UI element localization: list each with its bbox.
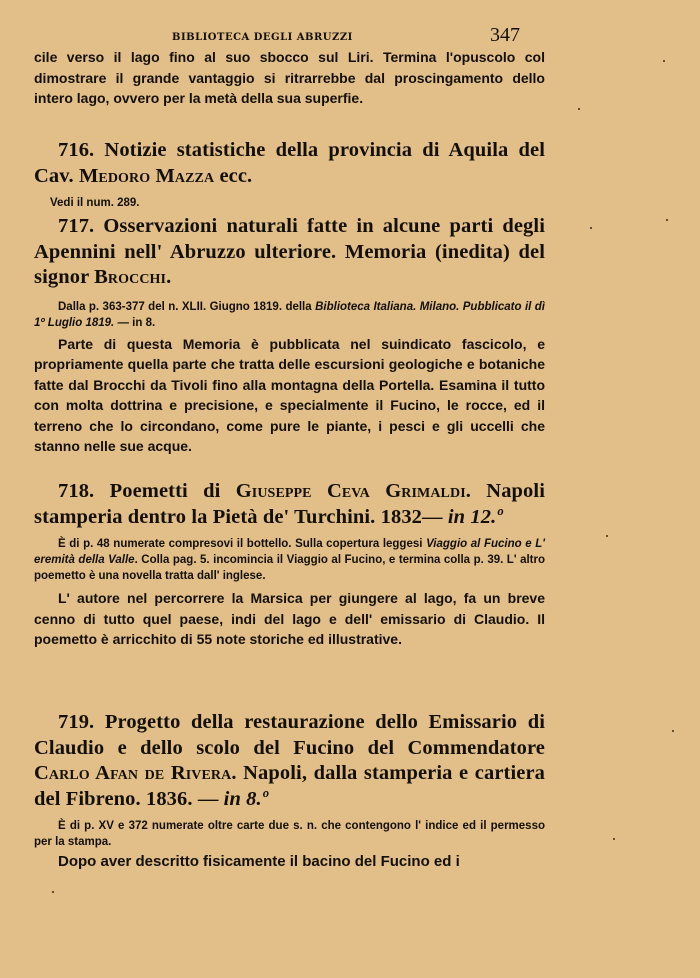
entry-paragraph: Parte di questa Memoria è pubblicata nel suindicato fascicolo, e propriamente quella parte che tratta delle escursioni geologiche e botaniche fatte dal Brocchi da Tivoli fino alla montagna della Portella. Esamina il tutto con molta dottrina e precisione, e specialmente il Fucino, le rocce, ed il terreno che lo circondano, come pure le piante, i pesci e gli uccelli che stanno nelle sue acque.	[34, 335, 545, 454]
continuation-paragraph: cile verso il lago fino al suo sbocco sul Liri. Termina l'opuscolo col dimostrare il grande vantaggio si ritrarrebbe dal proscingamento dello intero lago, ovvero per la metà della sua superfie.	[34, 49, 545, 106]
entry-title	[34, 479, 545, 530]
note-text-tail: — in 8.	[117, 316, 156, 329]
scan-speck	[672, 730, 674, 732]
continuation-block	[34, 47, 545, 109]
entry-format: in 8.º	[223, 787, 268, 810]
note-italic: Biblioteca Italiana. Milano. Pubblicato il dì 1º Luglio 1819.	[34, 300, 545, 329]
entry-title-tail: . Napoli, dalla stamperia e cartiera del Fibreno. 1836. —	[34, 762, 545, 810]
entry-title	[34, 214, 545, 291]
entry-author: Brocchi	[94, 266, 167, 288]
entry-title-tail: .	[166, 266, 172, 288]
entry-author: Giuseppe Ceva Grimaldi	[235, 480, 466, 502]
entry-note	[34, 299, 545, 331]
entry-title-tail: . Napoli stamperia dentro la Pietà de' Turchini. 1832—	[34, 480, 545, 528]
entry-note: È di p. XV e 372 numerate oltre carte due s. n. che contengono l' indice ed il permesso per la stampa.	[34, 820, 545, 848]
entry-note	[34, 536, 545, 584]
scan-speck	[666, 219, 668, 221]
entry-719	[34, 710, 545, 873]
scan-speck	[52, 891, 54, 893]
note-italic: Viaggio al Fucino e L' eremità della Valle	[34, 538, 545, 566]
entry-716	[34, 138, 545, 211]
entry-title-text: Notizie statistiche della provincia di Aquila del Cav.	[34, 139, 545, 187]
entry-author: Medoro Mazza	[78, 164, 215, 187]
entry-number: 718.	[58, 480, 95, 502]
entry-title	[34, 710, 545, 812]
entry-title-text: Progetto della restaurazione dello Emissario di Claudio e dello scolo del Fucino del Commendatore	[34, 711, 545, 759]
running-title: BIBLIOTECA DEGLI ABRUZZI	[172, 32, 353, 43]
scan-speck	[606, 535, 608, 537]
entry-title-tail: ecc.	[219, 164, 253, 187]
entry-paragraph: L' autore nel percorrere la Marsica per giungere al lago, fa un breve cenno di tutto quel paese, indi del lago e dell' emissario di Claudio. Il poemetto è arricchito di 55 note storiche ed illustrative.	[34, 590, 545, 647]
entry-note: Vedi il num. 289.	[50, 197, 140, 209]
entry-title-text: Osservazioni naturali fatte in alcune parti degli Apennini nell' Abruzzo ulteriore. Memoria (inedita) del signor	[34, 215, 545, 288]
scan-speck	[613, 838, 615, 840]
entry-number: 719.	[58, 711, 95, 733]
entry-number: 717.	[58, 215, 95, 237]
note-text: È di p. 48 numerate compresovi il bottello. Sulla copertura leggesi	[58, 538, 423, 550]
note-text-tail: . Colla pag. 5. incomincia il Viaggio al Fucino, e termina colla p. 39. L' altro poemetto è una novella tratta dall' inglese.	[34, 554, 545, 582]
entry-title	[34, 138, 545, 189]
scan-speck	[578, 108, 580, 110]
entry-number: 716.	[58, 139, 95, 161]
scan-speck	[590, 227, 592, 229]
entry-paragraph: Dopo aver descritto fisicamente il bacino del Fucino ed i	[58, 853, 460, 870]
entry-717	[34, 214, 545, 457]
entry-format: in 12.º	[447, 505, 503, 528]
note-text: Dalla p. 363-377 del n. XLII. Giugno 1819. della	[58, 300, 312, 313]
page-number: 347	[490, 24, 520, 46]
entry-718	[34, 479, 545, 650]
entry-author: Carlo Afan de Rivera	[34, 762, 232, 784]
entry-title-text: Poemetti di	[109, 480, 221, 502]
scan-speck	[663, 60, 665, 62]
